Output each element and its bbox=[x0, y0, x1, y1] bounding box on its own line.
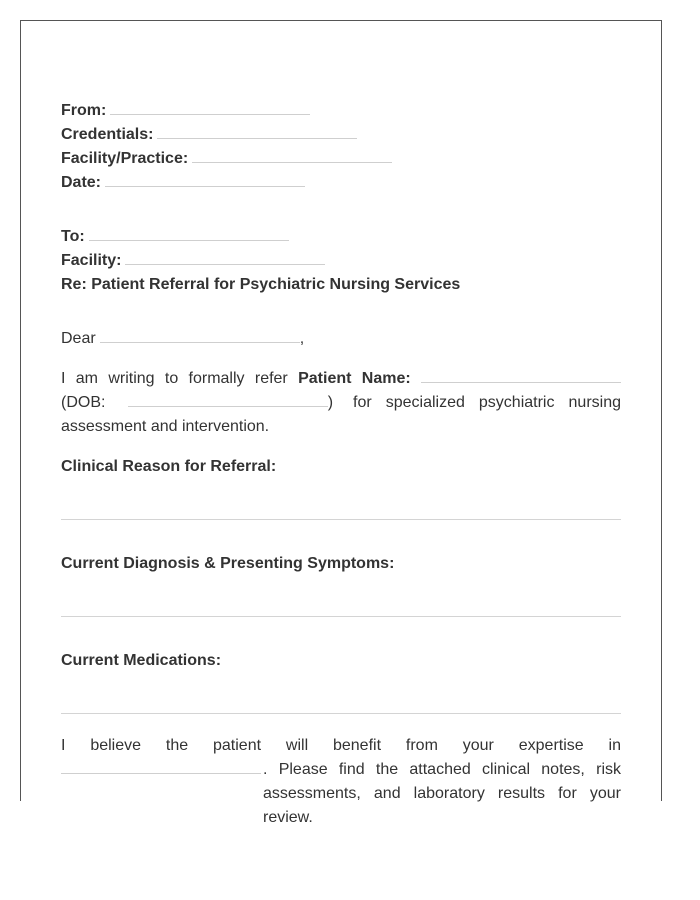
to-row bbox=[61, 225, 621, 249]
closing-line-2 bbox=[61, 758, 621, 826]
section-diagnosis bbox=[61, 552, 621, 617]
intro-line-2 bbox=[61, 391, 621, 415]
credentials-field[interactable] bbox=[157, 123, 357, 139]
medications-field[interactable] bbox=[61, 673, 621, 714]
section-clinical-reason bbox=[61, 455, 621, 520]
closing-paragraph bbox=[61, 734, 621, 826]
credentials-row bbox=[61, 123, 621, 147]
from-field[interactable] bbox=[110, 99, 310, 115]
salutation-comma: , bbox=[299, 330, 305, 347]
facility-practice-label: Facility/Practice: bbox=[61, 150, 189, 167]
spacer bbox=[61, 351, 621, 367]
intro-rest-part: for specialized psychiatric nursing bbox=[353, 394, 621, 411]
dear-name-field[interactable] bbox=[100, 327, 300, 343]
spacer bbox=[61, 617, 621, 649]
closing-line-1: I believe the patient will benefit from your expertise in bbox=[61, 737, 621, 754]
dob-close: ) bbox=[327, 394, 334, 411]
salutation bbox=[61, 327, 621, 351]
spacer bbox=[61, 297, 621, 327]
to-field[interactable] bbox=[89, 225, 289, 241]
dob-field[interactable] bbox=[128, 391, 328, 407]
letter-content bbox=[61, 99, 621, 826]
patient-name-label: Patient Name: bbox=[298, 370, 411, 387]
section-title: Clinical Reason for Referral: bbox=[61, 458, 277, 475]
date-row bbox=[61, 171, 621, 195]
dob-open: (DOB: bbox=[61, 394, 106, 411]
spacer bbox=[61, 195, 621, 225]
re-line: Re: Patient Referral for Psychiatric Nursing Services bbox=[61, 276, 461, 293]
expertise-field[interactable] bbox=[61, 758, 261, 774]
intro-paragraph bbox=[61, 367, 621, 439]
credentials-label: Credentials: bbox=[61, 126, 154, 143]
intro-line-3: assessment and intervention. bbox=[61, 418, 270, 435]
date-field[interactable] bbox=[105, 171, 305, 187]
date-label: Date: bbox=[61, 174, 102, 191]
spacer bbox=[61, 439, 621, 455]
section-title: Current Diagnosis & Presenting Symptoms: bbox=[61, 555, 395, 572]
section-medications bbox=[61, 649, 621, 714]
facility-practice-row bbox=[61, 147, 621, 171]
diagnosis-field[interactable] bbox=[61, 576, 621, 617]
spacer bbox=[61, 714, 621, 734]
facility-field[interactable] bbox=[125, 249, 325, 265]
to-label: To: bbox=[61, 228, 85, 245]
letter-page bbox=[20, 20, 662, 826]
from-row bbox=[61, 99, 621, 123]
intro-line-1 bbox=[61, 367, 621, 391]
intro-lead: I am writing to formally refer bbox=[61, 370, 288, 387]
from-label: From: bbox=[61, 102, 107, 119]
clinical-reason-field[interactable] bbox=[61, 479, 621, 520]
patient-name-field[interactable] bbox=[421, 367, 621, 383]
facility-row bbox=[61, 249, 621, 273]
dear-label: Dear bbox=[61, 330, 96, 347]
facility-label: Facility: bbox=[61, 252, 122, 269]
closing-rest: . Please find the attached clinical notes, risk assessments, and laboratory results for your review. bbox=[263, 761, 621, 826]
section-title: Current Medications: bbox=[61, 652, 222, 669]
spacer bbox=[61, 520, 621, 552]
facility-practice-field[interactable] bbox=[192, 147, 392, 163]
